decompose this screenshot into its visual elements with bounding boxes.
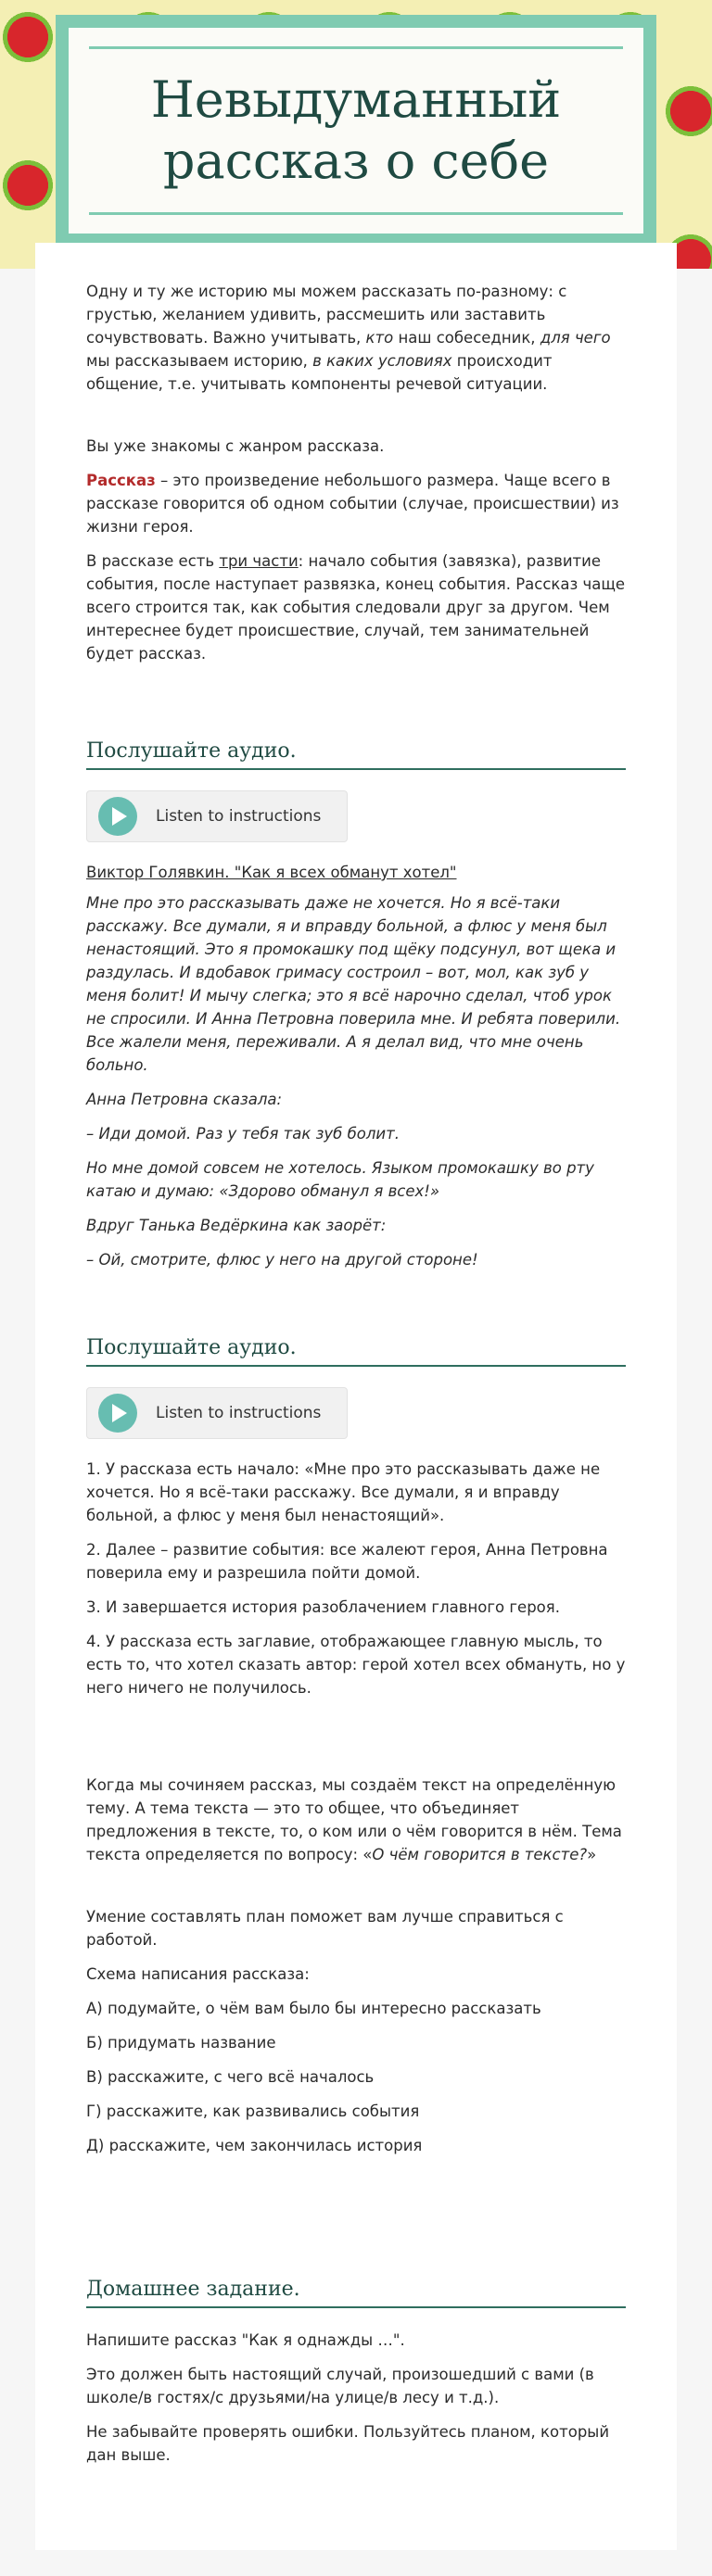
- story-paragraph: Анна Петровна сказала:: [86, 1091, 283, 1108]
- title-inner: [69, 28, 643, 234]
- page-title: Невыдуманный рассказ о себе: [150, 70, 562, 190]
- intro-paragraph-4: [86, 549, 626, 665]
- section-heading-audio-1: Послушайте аудио.: [86, 739, 626, 770]
- text-run: Одну и ту же историю мы можем рассказать по-разному: с грустью, желанием удивить, рассмешить или заставить сочувствовать. Важно учитывать,: [86, 283, 567, 347]
- homework-paragraph: Это должен быть настоящий случай, произошедший с вами (в школе/в гостях/с друзьями/на улице/в лесу и т.д.).: [86, 2366, 594, 2406]
- intro-paragraph-1: [86, 280, 626, 396]
- term-story: Рассказ: [86, 472, 156, 489]
- story-paragraph: Вдруг Танька Ведёркина как заорёт:: [86, 1217, 387, 1234]
- listen-button-label: Listen to instructions: [156, 1404, 322, 1422]
- analysis-point: 2. Далее – развитие события: все жалеют героя, Анна Петровна поверила ему и разрешила пойти домой.: [86, 1541, 608, 1582]
- play-icon: [98, 1394, 137, 1433]
- section-heading-homework: Домашнее задание.: [86, 2278, 626, 2308]
- text-run-italic: в каких условиях: [312, 352, 452, 370]
- text-run-underlined: три части: [219, 552, 299, 570]
- listen-button-label: Listen to instructions: [156, 807, 322, 826]
- text-run: происходит общение, т.е. учитывать компоненты речевой ситуации.: [86, 352, 553, 393]
- analysis-point: 1. У рассказа есть начало: «Мне про это рассказывать даже не хочется. Но я всё-таки расскажу. Все думали, я и вправду больной, а флюс у меня был ненастоящий».: [86, 1460, 601, 1524]
- text-run: – это произведение небольшого размера. Чаще всего в рассказе говорится об одном событии (случае, происшествии) из жизни героя.: [86, 472, 619, 536]
- text-run: : начало события (завязка), развитие события, после наступает развязка, конец события. Рассказ чаще всего строится так, как события следовали друг за другом. Чем интереснее будет происшествие, случай, тем занимательней будет рассказ.: [86, 552, 626, 663]
- plan-intro: Умение составлять план поможет вам лучше справиться с работой.: [86, 1908, 564, 1949]
- story-paragraph: Но мне домой совсем не хотелось. Языком промокашку во рту катаю и думаю: «Здорово обманул я всех!»: [86, 1159, 594, 1200]
- text-run-italic: кто: [365, 329, 394, 347]
- story-title: Виктор Голявкин. "Как я всех обманут хотел": [86, 864, 457, 881]
- theme-paragraph: [86, 1774, 626, 1866]
- text-run: наш собеседник,: [393, 329, 540, 347]
- intro-paragraph-3: [86, 469, 626, 538]
- story-paragraph: – Иди домой. Раз у тебя так зуб болит.: [86, 1125, 400, 1143]
- text-run: мы рассказываем историю,: [86, 352, 313, 370]
- story-paragraph: – Ой, смотрите, флюс у него на другой стороне!: [86, 1251, 478, 1269]
- plan-step: В) расскажите, с чего всё началось: [86, 2068, 375, 2086]
- content-card: [35, 243, 677, 2550]
- text-run-italic: для чего: [540, 329, 611, 347]
- story-paragraph: Мне про это рассказывать даже не хочется. Но я всё-таки расскажу. Все думали, я и вправду больной, а флюс у меня был ненастоящий. Это я промокашку под щёку подсунул, вот щека и раздулась. И вдобавок гримасу состроил – вот, мол, как зуб у меня болит! И мычу слегка; это я всё нарочно сделал, чтоб урок не спросили. И Анна Петровна поверила мне. И ребята поверили. Все жалели меня, переживали. А я делал вид, что мне очень больно.: [86, 894, 621, 1074]
- play-icon: [98, 797, 137, 836]
- text-run: В рассказе есть: [86, 552, 220, 570]
- text-run: »: [587, 1846, 597, 1863]
- listen-button-1[interactable]: [86, 790, 348, 842]
- homework-paragraph: Напишите рассказ "Как я однажды …".: [86, 2331, 405, 2349]
- analysis-point: 4. У рассказа есть заглавие, отображающее главную мысль, то есть то, что хотел сказать автор: герой хотел всех обмануть, но у него ничего не получилось.: [86, 1633, 626, 1697]
- story-text: [86, 891, 626, 1271]
- plan-step: Г) расскажите, как развивались события: [86, 2102, 420, 2120]
- plan-step: Д) расскажите, чем закончилась история: [86, 2137, 423, 2154]
- homework-paragraph: Не забывайте проверять ошибки. Пользуйтесь планом, который дан выше.: [86, 2423, 610, 2464]
- plan-scheme-label: Схема написания рассказа:: [86, 1965, 310, 1983]
- text-run: Когда мы сочиняем рассказ, мы создаём текст на определённую тему. А тема текста — это то общее, что объединяет предложения в тексте, то, о ком или о чём говорится в нём. Тема текста определяется по вопросу: «: [86, 1776, 622, 1863]
- intro-paragraph-2: Вы уже знакомы с жанром рассказа.: [86, 437, 385, 455]
- header-banner: [0, 0, 712, 269]
- title-card: [56, 15, 656, 246]
- plan-step: Б) придумать название: [86, 2034, 276, 2052]
- plan-step: А) подумайте, о чём вам было бы интересно рассказать: [86, 2000, 541, 2017]
- text-run-italic: О чём говорится в тексте?: [372, 1846, 588, 1863]
- analysis-point: 3. И завершается история разоблачением главного героя.: [86, 1598, 560, 1616]
- section-heading-audio-2: Послушайте аудио.: [86, 1336, 626, 1367]
- listen-button-2[interactable]: [86, 1387, 348, 1439]
